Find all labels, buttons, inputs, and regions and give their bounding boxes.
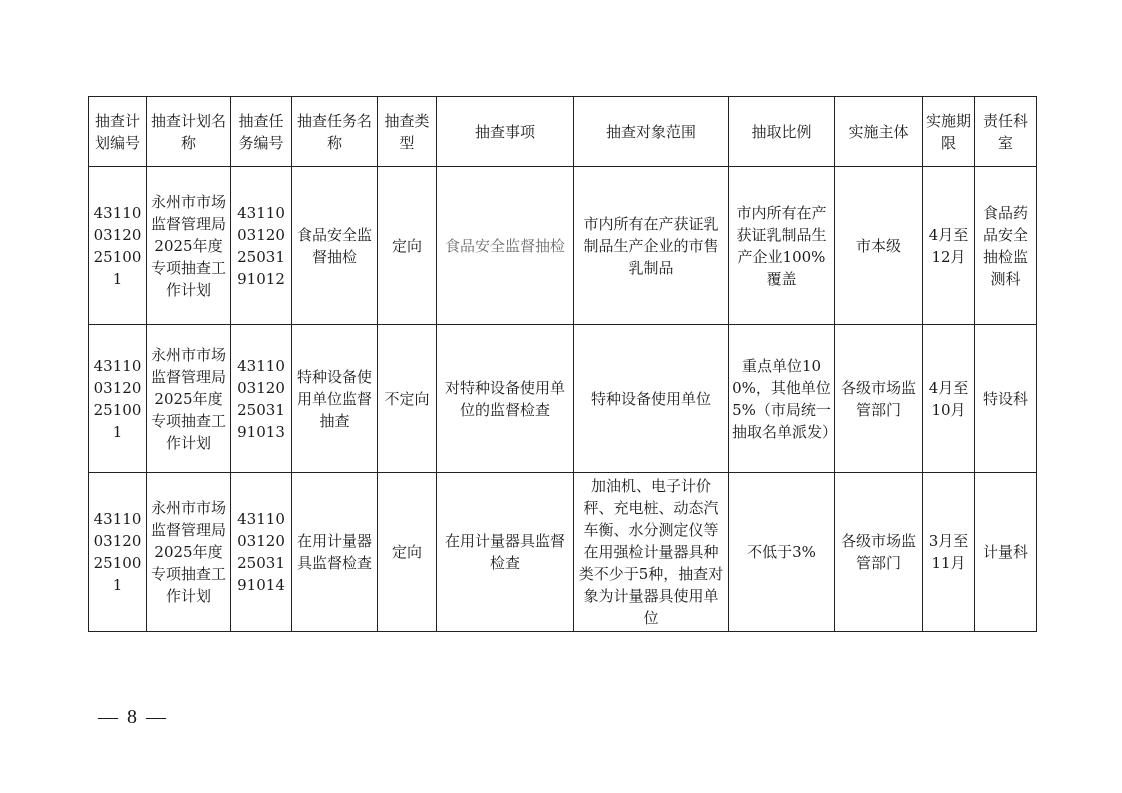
header-implementer: 实施主体 xyxy=(835,97,923,167)
cell-plan-number: 4311003120251001 xyxy=(89,473,147,632)
cell-task-number: 43110031202503191012 xyxy=(231,167,292,325)
table-row xyxy=(89,325,1037,473)
cell-check-type: 定向 xyxy=(378,473,437,632)
cell-check-item: 在用计量器具监督检查 xyxy=(437,473,574,632)
cell-check-type: 不定向 xyxy=(378,325,437,473)
cell-check-type: 定向 xyxy=(378,167,437,325)
header-check-type: 抽查类型 xyxy=(378,97,437,167)
table-row xyxy=(89,167,1037,325)
cell-implementer: 市本级 xyxy=(835,167,923,325)
cell-check-scope: 加油机、电子计价秤、充电桩、动态汽车衡、水分测定仪等在用强检计量器具种类不少于5种，抽查对象为计量器具使用单位 xyxy=(574,473,729,632)
header-plan-number: 抽查计划编号 xyxy=(89,97,147,167)
cell-sampling-ratio: 市内所有在产获证乳制品生产企业100%覆盖 xyxy=(729,167,835,325)
cell-plan-name: 永州市市场监督管理局2025年度专项抽查工作计划 xyxy=(147,167,231,325)
cell-plan-number: 4311003120251001 xyxy=(89,325,147,473)
cell-sampling-ratio: 重点单位100%，其他单位5%（市局统一抽取名单派发） xyxy=(729,325,835,473)
cell-responsible-dept: 食品药品安全抽检监测科 xyxy=(975,167,1037,325)
cell-task-name: 在用计量器具监督检查 xyxy=(292,473,378,632)
header-task-number: 抽查任务编号 xyxy=(231,97,292,167)
cell-implementer: 各级市场监管部门 xyxy=(835,325,923,473)
cell-plan-name: 永州市市场监督管理局2025年度专项抽查工作计划 xyxy=(147,473,231,632)
cell-task-number: 43110031202503191013 xyxy=(231,325,292,473)
cell-task-name: 特种设备使用单位监督抽查 xyxy=(292,325,378,473)
cell-task-name: 食品安全监督抽检 xyxy=(292,167,378,325)
cell-responsible-dept: 特设科 xyxy=(975,325,1037,473)
cell-check-scope: 市内所有在产获证乳制品生产企业的市售乳制品 xyxy=(574,167,729,325)
cell-check-item: 食品安全监督抽检 xyxy=(437,167,574,325)
page-number: — 8 — xyxy=(98,706,168,728)
table-header-row xyxy=(89,97,1037,167)
header-check-item: 抽查事项 xyxy=(437,97,574,167)
spot-check-plan-table xyxy=(88,96,1037,632)
header-sampling-ratio: 抽取比例 xyxy=(729,97,835,167)
cell-period: 4月至10月 xyxy=(923,325,975,473)
header-plan-name: 抽查计划名称 xyxy=(147,97,231,167)
header-period: 实施期限 xyxy=(923,97,975,167)
header-check-scope: 抽查对象范围 xyxy=(574,97,729,167)
cell-period: 4月至12月 xyxy=(923,167,975,325)
cell-plan-name: 永州市市场监督管理局2025年度专项抽查工作计划 xyxy=(147,325,231,473)
cell-check-item: 对特种设备使用单位的监督检查 xyxy=(437,325,574,473)
cell-plan-number: 4311003120251001 xyxy=(89,167,147,325)
cell-implementer: 各级市场监管部门 xyxy=(835,473,923,632)
header-task-name: 抽查任务名称 xyxy=(292,97,378,167)
cell-check-scope: 特种设备使用单位 xyxy=(574,325,729,473)
table-row xyxy=(89,473,1037,632)
cell-period: 3月至11月 xyxy=(923,473,975,632)
header-responsible-dept: 责任科室 xyxy=(975,97,1037,167)
cell-responsible-dept: 计量科 xyxy=(975,473,1037,632)
cell-task-number: 43110031202503191014 xyxy=(231,473,292,632)
cell-sampling-ratio: 不低于3% xyxy=(729,473,835,632)
